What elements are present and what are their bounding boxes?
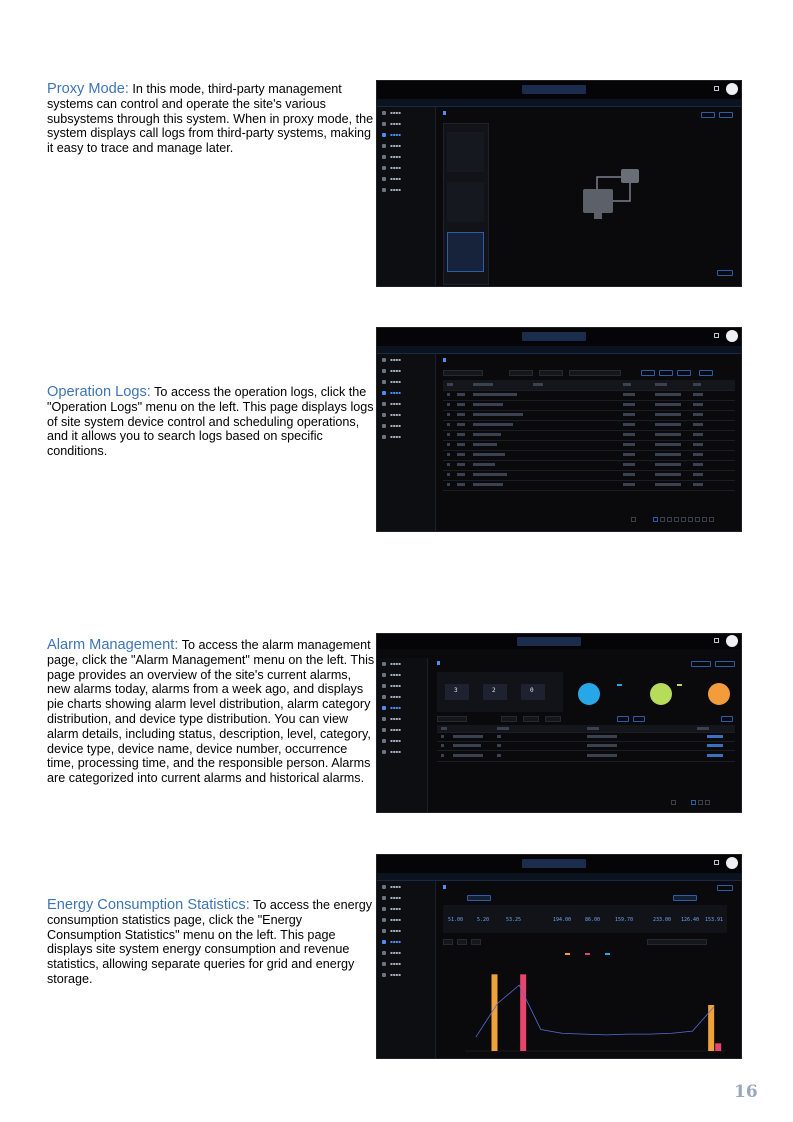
energy-value: 153.91: [705, 917, 724, 923]
menu-icon: [382, 155, 386, 159]
date-filter[interactable]: [443, 939, 453, 945]
table-row[interactable]: [437, 733, 735, 742]
alarm-summary-panel: [437, 672, 563, 712]
monitor-shape: [583, 189, 613, 213]
section-body: To access the operation logs, click the "Operation Logs" menu on the left. This page displays logs of site system device control and scheduling operations, and it allows you to search logs based on specific conditions.: [47, 385, 374, 459]
section-body: To access the alarm management page, click the "Alarm Management" menu on the left. This page provides an overview of the site's current alarms, new alarms today, alarms from a week ago, and displays pie charts showing alarm level distribution, alarm category distribution, and device type distribution. You can view alarm details, including status, description, level, category, device type, device name, device number, occurrence time, processing time, and the responsible person. Alarms are categorized into current alarms and historical alarms.: [47, 638, 375, 786]
screenshot-operation-logs: [376, 327, 742, 532]
energy-value: 86.00: [585, 917, 601, 923]
sidebar: [377, 107, 436, 286]
menu-icon: [382, 369, 386, 373]
table-header: [437, 725, 735, 733]
sidebar-item[interactable]: ▪▪▪▪: [377, 118, 435, 129]
menu-icon: [382, 962, 386, 966]
sidebar-item[interactable]: ▪▪▪▪: [377, 173, 435, 184]
menu-icon: [382, 144, 386, 148]
energy-value: 194.00: [553, 917, 572, 923]
panel-title: [443, 885, 449, 891]
sidebar-item-active[interactable]: ▪▪▪▪: [377, 702, 427, 713]
panel-title: [443, 111, 449, 117]
section-operation-logs: [47, 385, 377, 459]
device-type-pie: [708, 683, 730, 705]
site-selector[interactable]: [522, 859, 586, 868]
main-panel: [431, 658, 741, 812]
tablet-shape: [621, 169, 639, 183]
sidebar: [377, 658, 428, 812]
logo-icon: [726, 330, 738, 342]
fullscreen-icon[interactable]: [714, 86, 719, 91]
page-button[interactable]: [688, 517, 693, 522]
menu-icon: [382, 728, 386, 732]
energy-value: 51.00: [448, 917, 464, 923]
menu-icon: [382, 684, 386, 688]
menu-icon: [382, 706, 386, 710]
menu-icon: [382, 111, 386, 115]
legend-swatch: [565, 953, 570, 955]
date-range-input[interactable]: [569, 370, 621, 376]
action-button[interactable]: [719, 112, 733, 118]
sidebar-item[interactable]: ▪▪▪▪: [377, 658, 427, 669]
sidebar-item-active[interactable]: ▪▪▪▪: [377, 936, 435, 947]
panel-title: [437, 661, 443, 667]
connector-line: [613, 183, 630, 201]
top-bar: [377, 634, 741, 649]
menu-icon: [382, 380, 386, 384]
sidebar-item[interactable]: ▪▪▪▪: [377, 151, 435, 162]
save-button[interactable]: [717, 270, 733, 276]
week-ago-alarms-count: 0: [530, 687, 534, 694]
page-button[interactable]: [695, 517, 700, 522]
sidebar-item[interactable]: ▪▪▪▪: [377, 724, 427, 735]
mode-card-active[interactable]: [447, 232, 484, 272]
menu-icon: [382, 662, 386, 666]
date-range-input[interactable]: [647, 939, 707, 945]
connector-line: [597, 177, 621, 189]
alarm-count-card: [445, 684, 469, 700]
action-button[interactable]: [717, 885, 733, 891]
section-heading: Alarm Management:: [47, 637, 179, 653]
page-button[interactable]: [702, 517, 707, 522]
sidebar-item[interactable]: ▪▪▪▪: [377, 680, 427, 691]
menu-icon: [382, 177, 386, 181]
energy-summary-panel: [443, 905, 727, 933]
page-button[interactable]: [667, 517, 672, 522]
search-button[interactable]: [617, 716, 629, 722]
menu-icon: [382, 391, 386, 395]
sidebar-item[interactable]: ▪▪▪▪: [377, 420, 435, 431]
reset-button[interactable]: [659, 370, 673, 376]
top-bar: [377, 328, 741, 346]
legend-swatch: [677, 684, 682, 686]
date-filter[interactable]: [471, 939, 481, 945]
section-body: To access the energy consumption statistics page, click the "Energy Consumption Statistics" menu on the left. This page displays site system energy consumption and revenue statistics, allowing separate queries for grid and energy storage.: [47, 898, 373, 986]
sidebar: [377, 354, 436, 531]
search-button[interactable]: [641, 370, 655, 376]
main-panel: [437, 354, 741, 531]
sidebar-item[interactable]: ▪▪▪▪: [377, 669, 427, 680]
screenshot-alarm-management: [376, 633, 742, 813]
main-panel: [437, 107, 741, 286]
fullscreen-icon[interactable]: [714, 333, 719, 338]
sidebar-item[interactable]: ▪▪▪▪: [377, 914, 435, 925]
site-selector[interactable]: [522, 332, 586, 341]
sidebar-item[interactable]: ▪▪▪▪: [377, 713, 427, 724]
current-alarms-count: 3: [454, 687, 458, 694]
reset-button[interactable]: [633, 716, 645, 722]
table-row[interactable]: [437, 742, 735, 751]
menu-icon: [382, 896, 386, 900]
menu-icon: [382, 122, 386, 126]
page-button[interactable]: [691, 800, 696, 805]
new-alarms-today-count: 2: [492, 687, 496, 694]
fullscreen-icon[interactable]: [714, 638, 719, 643]
menu-icon: [382, 885, 386, 889]
mode-list: [443, 123, 489, 285]
sidebar-item[interactable]: ▪▪▪▪: [377, 958, 435, 969]
menu-icon: [382, 358, 386, 362]
panel-title: [443, 358, 449, 364]
page-button[interactable]: [709, 517, 714, 522]
legend-swatch: [617, 684, 622, 686]
energy-value: 159.70: [615, 917, 634, 923]
alarm-count-card: [521, 684, 545, 700]
section-heading: Proxy Mode:: [47, 81, 129, 97]
energy-value: 233.00: [653, 917, 672, 923]
sub-bar: [377, 873, 741, 881]
mode-card[interactable]: [447, 182, 484, 222]
date-filter[interactable]: [457, 939, 467, 945]
fullscreen-icon[interactable]: [714, 860, 719, 865]
menu-icon: [382, 435, 386, 439]
alarm-level-pie: [578, 683, 600, 705]
page-button[interactable]: [698, 800, 703, 805]
sidebar-item[interactable]: ▪▪▪▪: [377, 184, 435, 195]
menu-icon: [382, 717, 386, 721]
sidebar-item[interactable]: ▪▪▪▪: [377, 892, 435, 903]
filter-input[interactable]: [443, 370, 483, 376]
site-selector[interactable]: [522, 85, 586, 94]
page-button[interactable]: [681, 517, 686, 522]
action-button[interactable]: [691, 661, 711, 667]
sidebar-item[interactable]: ▪▪▪▪: [377, 903, 435, 914]
alarm-count-card: [483, 684, 507, 700]
menu-icon: [382, 188, 386, 192]
bar-pink: [520, 974, 526, 1051]
menu-icon: [382, 673, 386, 677]
table-row[interactable]: [437, 751, 735, 762]
export-button[interactable]: [677, 370, 691, 376]
page-button[interactable]: [671, 800, 676, 805]
menu-icon: [382, 940, 386, 944]
action-button[interactable]: [715, 661, 735, 667]
filter-input[interactable]: [523, 716, 539, 722]
menu-icon: [382, 918, 386, 922]
action-button[interactable]: [699, 370, 713, 376]
menu-icon: [382, 133, 386, 137]
menu-icon: [382, 424, 386, 428]
main-panel: [437, 881, 741, 1058]
section-alarm-management: [47, 638, 377, 786]
menu-icon: [382, 695, 386, 699]
menu-icon: [382, 402, 386, 406]
sidebar-item[interactable]: ▪▪▪▪: [377, 409, 435, 420]
sidebar-item[interactable]: ▪▪▪▪: [377, 162, 435, 173]
logo-icon: [726, 635, 738, 647]
export-button[interactable]: [721, 716, 733, 722]
screenshot-proxy-mode: [376, 80, 742, 287]
filter-input[interactable]: [539, 370, 563, 376]
energy-value: 126.40: [681, 917, 700, 923]
sub-bar: [377, 346, 741, 354]
menu-icon: [382, 929, 386, 933]
section-body: In this mode, third-party management systems can control and operate the site's various subsystems through this system. When in proxy mode, the system displays call logs from third-party systems, making it easy to trace and manage later.: [47, 82, 374, 156]
menu-icon: [382, 951, 386, 955]
sidebar: [377, 881, 436, 1058]
energy-value: 53.25: [506, 917, 522, 923]
menu-icon: [382, 750, 386, 754]
top-bar: [377, 855, 741, 873]
sidebar-item[interactable]: ▪▪▪▪: [377, 969, 435, 980]
grid-tab[interactable]: [467, 895, 491, 901]
filter-input[interactable]: [501, 716, 517, 722]
menu-icon: [382, 166, 386, 170]
sidebar-item-active[interactable]: ▪▪▪▪: [377, 129, 435, 140]
sidebar-item[interactable]: ▪▪▪▪: [377, 354, 435, 365]
alarm-category-pie: [650, 683, 672, 705]
energy-value: 5.20: [477, 917, 490, 923]
page-number: 16: [734, 1082, 758, 1102]
page-button[interactable]: [653, 517, 658, 522]
page-button[interactable]: [660, 517, 665, 522]
site-selector[interactable]: [517, 637, 581, 646]
sidebar-item[interactable]: ▪▪▪▪: [377, 376, 435, 387]
sidebar-item[interactable]: ▪▪▪▪: [377, 107, 435, 118]
sidebar-item[interactable]: ▪▪▪▪: [377, 925, 435, 936]
menu-icon: [382, 907, 386, 911]
sidebar-item[interactable]: ▪▪▪▪: [377, 735, 427, 746]
action-button[interactable]: [701, 112, 715, 118]
legend-swatch: [585, 953, 590, 955]
legend-swatch: [605, 953, 610, 955]
sidebar-item[interactable]: ▪▪▪▪: [377, 398, 435, 409]
sidebar-item[interactable]: ▪▪▪▪: [377, 431, 435, 442]
page-button[interactable]: [674, 517, 679, 522]
menu-icon: [382, 973, 386, 977]
filter-input[interactable]: [437, 716, 467, 722]
logo-icon: [726, 857, 738, 869]
sidebar-item-active[interactable]: ▪▪▪▪: [377, 387, 435, 398]
screenshot-energy-statistics: [376, 854, 742, 1059]
sidebar-item[interactable]: ▪▪▪▪: [377, 140, 435, 151]
sidebar-item[interactable]: ▪▪▪▪: [377, 691, 427, 702]
pagination: [631, 517, 731, 523]
menu-icon: [382, 413, 386, 417]
section-proxy-mode: [47, 82, 377, 156]
sub-bar: [377, 99, 741, 107]
filter-input[interactable]: [509, 370, 533, 376]
alarm-pie-charts: [569, 672, 741, 712]
sidebar-item[interactable]: ▪▪▪▪: [377, 365, 435, 376]
monitor-stand: [594, 213, 602, 219]
section-heading: Operation Logs:: [47, 384, 151, 400]
bar-orange: [492, 974, 498, 1051]
sidebar-item[interactable]: ▪▪▪▪: [377, 947, 435, 958]
trend-line: [476, 985, 714, 1037]
table-row[interactable]: [443, 480, 735, 491]
mode-card[interactable]: [447, 132, 484, 172]
sidebar-item[interactable]: ▪▪▪▪: [377, 881, 435, 892]
bar-pink: [715, 1043, 721, 1051]
sidebar-item[interactable]: ▪▪▪▪: [377, 746, 427, 757]
filter-input[interactable]: [545, 716, 561, 722]
top-bar: [377, 81, 741, 99]
bar-group: [492, 974, 722, 1051]
storage-tab[interactable]: [673, 895, 697, 901]
pagination: [671, 800, 731, 806]
device-illustration: [577, 167, 647, 237]
menu-icon: [382, 739, 386, 743]
section-energy-statistics: [47, 898, 377, 987]
energy-chart: [447, 951, 731, 1059]
page-button[interactable]: [705, 800, 710, 805]
page-button[interactable]: [631, 517, 636, 522]
section-heading: Energy Consumption Statistics:: [47, 897, 250, 913]
logo-icon: [726, 83, 738, 95]
